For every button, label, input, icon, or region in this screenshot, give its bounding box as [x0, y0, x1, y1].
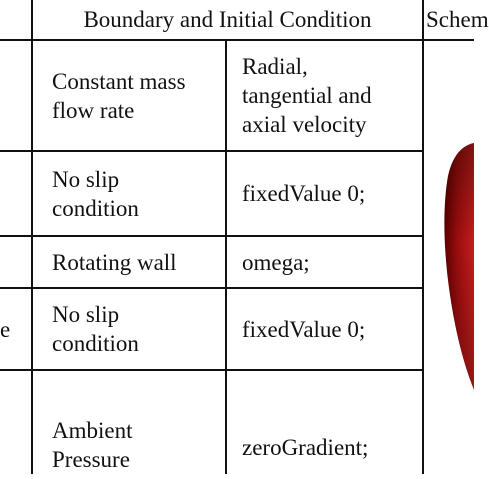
condition-line: Ambient: [52, 418, 133, 443]
table-row-value: [242, 289, 422, 369]
table-col-divider: [225, 40, 227, 474]
table-row-value: [242, 237, 422, 287]
table-row-value: [242, 152, 422, 235]
value-line: zeroGradient;: [242, 435, 369, 460]
value-line: fixedValue 0;: [242, 181, 366, 206]
table-row-condition: [52, 41, 224, 150]
table-row-condition: [52, 289, 224, 369]
value-line: fixedValue 0;: [242, 316, 366, 342]
condition-line: No slip: [52, 166, 120, 192]
table-row-condition: [52, 371, 224, 474]
value-line: axial velocity: [242, 112, 367, 137]
left-fragment-text: e: [0, 316, 11, 342]
cyclone-body-icon: [424, 40, 474, 474]
cyclone-body-shading: [444, 143, 474, 390]
header-schematic-text: Schem: [426, 7, 489, 32]
table-row-value: [242, 41, 422, 150]
table-col-divider: [31, 0, 33, 474]
header-boundary-condition-text: Boundary and Initial Condition: [83, 7, 372, 32]
value-line: omega;: [242, 249, 310, 275]
condition-line: Pressure: [52, 447, 130, 472]
condition-line: condition: [52, 331, 139, 356]
condition-line: condition: [52, 195, 139, 221]
condition-line: flow rate: [52, 97, 135, 123]
condition-line: No slip: [52, 302, 120, 327]
header-boundary-condition: [33, 0, 422, 39]
table-row-left-fragment: [0, 289, 30, 369]
schematic-figure: [424, 40, 474, 474]
table-row-value: [242, 371, 422, 474]
table-row-condition: [52, 152, 224, 235]
condition-line: Constant mass: [52, 68, 186, 94]
value-line: tangential and: [242, 83, 372, 108]
value-line: Radial,: [242, 54, 308, 79]
table-row-condition: [52, 237, 224, 287]
header-schematic: [425, 0, 489, 39]
condition-line: Rotating wall: [52, 249, 177, 275]
